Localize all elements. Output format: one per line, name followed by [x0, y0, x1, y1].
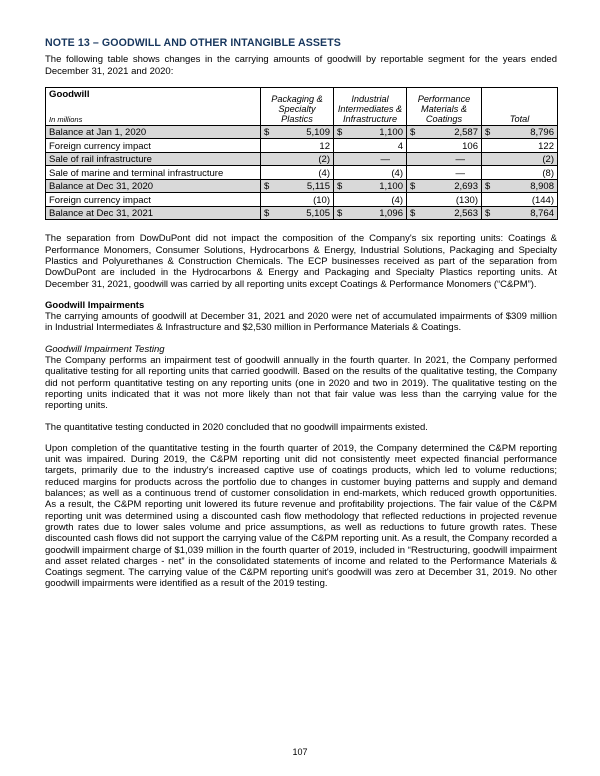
- value-cell: [482, 166, 558, 180]
- cell-value: 8,764: [530, 208, 554, 220]
- value-cell: [334, 179, 407, 193]
- cell-value: (8): [542, 167, 554, 179]
- value-cell: [334, 139, 407, 153]
- value-cell: [334, 152, 407, 166]
- dollar-sign: $: [264, 127, 270, 139]
- row-label: Balance at Jan 1, 2020: [49, 127, 147, 139]
- row-label: Foreign currency impact: [46, 193, 261, 207]
- dollar-sign: $: [264, 208, 270, 220]
- table-row: [46, 179, 558, 193]
- dollar-sign: $: [410, 127, 416, 139]
- column-header-packaging: Packaging & Specialty Plastics: [261, 87, 334, 125]
- cell-value: (144): [531, 194, 554, 206]
- dollar-sign: $: [485, 181, 491, 193]
- section-heading-impairment-testing: Goodwill Impairment Testing: [45, 343, 165, 355]
- cell-value: (4): [318, 167, 330, 179]
- table-row: [46, 193, 558, 207]
- dollar-sign: $: [264, 181, 270, 193]
- value-cell: [407, 166, 482, 180]
- cell-value: —: [380, 154, 390, 166]
- value-cell: [261, 139, 334, 153]
- value-cell: [334, 125, 407, 139]
- table-unit-label: In millions: [49, 114, 83, 124]
- cell-value: —: [455, 154, 465, 166]
- value-cell: [261, 206, 334, 220]
- row-label: Balance at Dec 31, 2021: [46, 206, 261, 220]
- column-header-total: Total: [482, 87, 558, 125]
- cell-value: (2): [318, 154, 330, 166]
- row-label: Foreign currency impact: [46, 139, 261, 153]
- column-header-industrial: Industrial Intermediates & Infrastructure: [334, 87, 407, 125]
- paragraph-accumulated-impairments: The carrying amounts of goodwill at December 31, 2021 and 2020 were net of accumulated impairments of $309 million in Industrial Intermediates & Infrastructure and $2,530 million in Performance Materials & Coatings.: [45, 311, 557, 334]
- value-cell: [407, 179, 482, 193]
- cell-value: 5,109: [306, 127, 330, 139]
- cell-value: (130): [455, 194, 478, 206]
- value-cell: [482, 193, 558, 207]
- goodwill-table: [45, 87, 558, 221]
- paragraph-2019-impairment: Upon completion of the quantitative testing in the fourth quarter of 2019, the Company determined the C&PM reporting unit was impaired. During 2019, the C&PM reporting unit did not consistently meet expected financial performance targets, primarily due to the industry's increased captive use of coatings products, which led to volume reductions; reduced margins for products across the portfolio due to changes in customer buying patterns and supply and demand balances; as well as a continuous trend of customer consolidation in end-markets, which reduced growth opportunities. As a result, the C&PM reporting unit lowered its future revenue and profitability projections. The fair value of the C&PM reporting unit was determined using a discounted cash flow methodology that reflected reductions in projected revenue growth rates due to lower sales volume and price assumptions, as well as reductions to future growth rates. These discounted cash flows did not support the carrying value of the C&PM reporting unit. As a result, the Company recorded a goodwill impairment charge of $1,039 million in the fourth quarter of 2019, included in “Restructuring, goodwill impairment and asset related charges - net” in the consolidated statements of income and related to the Performance Materials & Coatings segment. The carrying value of the C&PM reporting unit's goodwill was zero at December 31, 2019. No other goodwill impairments were identified as a result of the 2019 testing.: [45, 442, 557, 590]
- table-row: [46, 139, 558, 153]
- value-cell: [407, 152, 482, 166]
- value-cell: [482, 206, 558, 220]
- note-title: NOTE 13 – GOODWILL AND OTHER INTANGIBLE ASSETS: [45, 37, 341, 49]
- table-title-cell: [46, 87, 261, 125]
- dollar-sign: $: [485, 208, 491, 220]
- value-cell: [261, 125, 334, 139]
- cell-value: 5,115: [306, 181, 330, 193]
- table-header-row: [46, 87, 558, 125]
- cell-value: 4: [397, 140, 403, 152]
- section-heading-goodwill-impairments: Goodwill Impairments: [45, 299, 145, 311]
- cell-value: 5,105: [306, 208, 330, 220]
- value-cell: [482, 125, 558, 139]
- paragraph-separation: The separation from DowDuPont did not impact the composition of the Company's six reporting units: Coatings & Performance Monomers, Consumer Solutions, Hydrocarbons & Energy, Industrial Solutions, Packaging and Specialty Plastics and Polyurethanes & Construction Chemicals. The ECP businesses received as part of the separation from DowDuPont are included in the Hydrocarbons & Energy and Packaging and Specialty Plastics reporting units. At December 31, 2021, goodwill was carried by all reporting units except Coatings & Performance Monomers (“C&PM”).: [45, 233, 557, 290]
- value-cell: [407, 125, 482, 139]
- cell-value: 12: [319, 140, 330, 152]
- dollar-sign: $: [337, 208, 343, 220]
- dollar-sign: $: [337, 181, 343, 193]
- row-label: Sale of rail infrastructure: [46, 152, 261, 166]
- value-cell: [261, 166, 334, 180]
- cell-value: (4): [391, 194, 403, 206]
- cell-value: (2): [542, 154, 554, 166]
- cell-value: 2,693: [454, 181, 478, 193]
- dollar-sign: $: [337, 127, 343, 139]
- dollar-sign: $: [410, 181, 416, 193]
- row-label: Balance at Dec 31, 2020: [46, 179, 261, 193]
- cell-value: (10): [313, 194, 330, 206]
- cell-value: 8,796: [530, 127, 554, 139]
- table-row: [46, 206, 558, 220]
- value-cell: [261, 179, 334, 193]
- cell-value: 122: [538, 140, 554, 152]
- column-header-performance: Performance Materials & Coatings: [407, 87, 482, 125]
- value-cell: [407, 139, 482, 153]
- cell-value: (4): [391, 167, 403, 179]
- row-label: Sale of marine and terminal infrastructure: [46, 166, 261, 180]
- value-cell: [334, 193, 407, 207]
- cell-value: 1,100: [379, 127, 403, 139]
- cell-value: 106: [462, 140, 478, 152]
- value-cell: [482, 179, 558, 193]
- intro-paragraph: The following table shows changes in the carrying amounts of goodwill by reportable segment for the years ended December 31, 2021 and 2020:: [45, 54, 557, 77]
- value-cell: [407, 206, 482, 220]
- paragraph-2020-testing: The quantitative testing conducted in 2020 concluded that no goodwill impairments existed.: [45, 421, 428, 433]
- table-row: [46, 152, 558, 166]
- cell-value: —: [455, 167, 465, 179]
- value-cell: [482, 139, 558, 153]
- value-cell: [261, 152, 334, 166]
- cell-value: 2,563: [454, 208, 478, 220]
- value-cell: [261, 193, 334, 207]
- cell-value: 1,096: [379, 208, 403, 220]
- table-title: Goodwill: [49, 88, 90, 100]
- value-cell: [334, 166, 407, 180]
- value-cell: [482, 152, 558, 166]
- cell-value: 8,908: [530, 181, 554, 193]
- page-number: 107: [292, 747, 308, 757]
- cell-value: 2,587: [454, 127, 478, 139]
- table-row: [46, 125, 558, 139]
- dollar-sign: $: [485, 127, 491, 139]
- dollar-sign: $: [410, 208, 416, 220]
- goodwill-table-body: [46, 125, 558, 220]
- value-cell: [407, 193, 482, 207]
- paragraph-testing: The Company performs an impairment test of goodwill annually in the fourth quarter. In 2021, the Company performed qualitative testing for all reporting units that carried goodwill. Based on the results of the qualitative testing, the Company did not perform quantitative testing on any reporting units (one in 2020 and two in 2019). The qualitative testing on the reporting units indicated that it was not more likely than not that fair value was less than the carrying value for the reporting units.: [45, 355, 557, 412]
- value-cell: [334, 206, 407, 220]
- table-row: [46, 166, 558, 180]
- cell-value: 1,100: [379, 181, 403, 193]
